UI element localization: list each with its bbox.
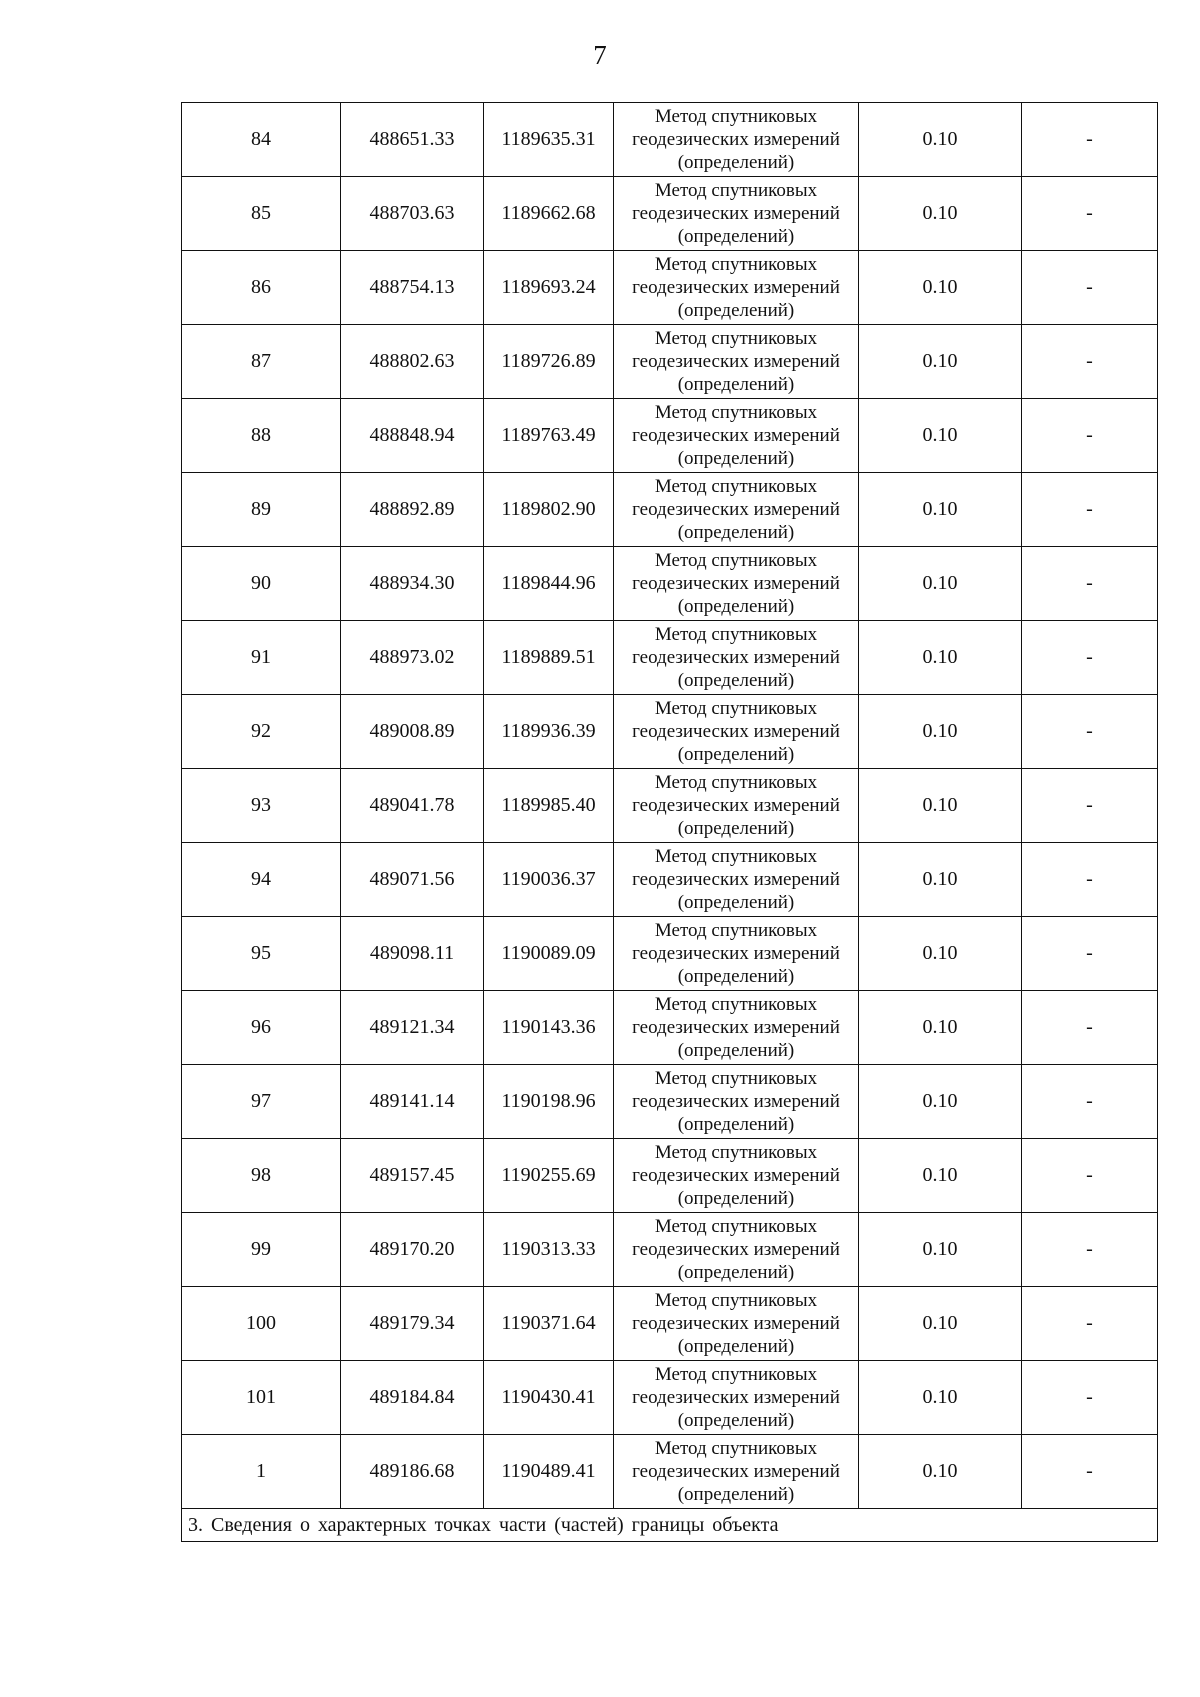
point-number-cell: 97 (182, 1065, 341, 1139)
method-cell: Метод спутниковых геодезических измерений (определений) (614, 843, 859, 917)
table-row (182, 843, 1158, 917)
point-number-cell: 95 (182, 917, 341, 991)
accuracy-cell: 0.10 (859, 399, 1022, 473)
method-cell: Метод спутниковых геодезических измерений (определений) (614, 991, 859, 1065)
table-body (182, 103, 1158, 1542)
x-coordinate-cell: 488802.63 (341, 325, 484, 399)
note-cell: - (1022, 547, 1158, 621)
x-coordinate-cell: 488651.33 (341, 103, 484, 177)
accuracy-cell: 0.10 (859, 251, 1022, 325)
y-coordinate-cell: 1190036.37 (484, 843, 614, 917)
method-cell: Метод спутниковых геодезических измерений (определений) (614, 769, 859, 843)
table-row (182, 1361, 1158, 1435)
table-row (182, 621, 1158, 695)
table-row (182, 399, 1158, 473)
x-coordinate-cell: 489121.34 (341, 991, 484, 1065)
point-number-cell: 86 (182, 251, 341, 325)
x-coordinate-cell: 489071.56 (341, 843, 484, 917)
x-coordinate-cell: 488934.30 (341, 547, 484, 621)
accuracy-cell: 0.10 (859, 1213, 1022, 1287)
note-cell: - (1022, 1361, 1158, 1435)
method-cell: Метод спутниковых геодезических измерений (определений) (614, 547, 859, 621)
y-coordinate-cell: 1190430.41 (484, 1361, 614, 1435)
x-coordinate-cell: 488754.13 (341, 251, 484, 325)
y-coordinate-cell: 1189985.40 (484, 769, 614, 843)
x-coordinate-cell: 489041.78 (341, 769, 484, 843)
accuracy-cell: 0.10 (859, 991, 1022, 1065)
accuracy-cell: 0.10 (859, 1287, 1022, 1361)
accuracy-cell: 0.10 (859, 1065, 1022, 1139)
note-cell: - (1022, 991, 1158, 1065)
accuracy-cell: 0.10 (859, 1361, 1022, 1435)
method-cell: Метод спутниковых геодезических измерений (определений) (614, 621, 859, 695)
section-heading-row (182, 1509, 1158, 1542)
method-cell: Метод спутниковых геодезических измерений (определений) (614, 1139, 859, 1213)
point-number-cell: 1 (182, 1435, 341, 1509)
y-coordinate-cell: 1189889.51 (484, 621, 614, 695)
x-coordinate-cell: 489141.14 (341, 1065, 484, 1139)
table-row (182, 103, 1158, 177)
point-number-cell: 101 (182, 1361, 341, 1435)
y-coordinate-cell: 1189726.89 (484, 325, 614, 399)
accuracy-cell: 0.10 (859, 547, 1022, 621)
table-row (182, 325, 1158, 399)
y-coordinate-cell: 1190371.64 (484, 1287, 614, 1361)
method-cell: Метод спутниковых геодезических измерений (определений) (614, 325, 859, 399)
note-cell: - (1022, 1287, 1158, 1361)
point-number-cell: 89 (182, 473, 341, 547)
y-coordinate-cell: 1189662.68 (484, 177, 614, 251)
note-cell: - (1022, 473, 1158, 547)
y-coordinate-cell: 1190313.33 (484, 1213, 614, 1287)
method-cell: Метод спутниковых геодезических измерений (определений) (614, 917, 859, 991)
point-number-cell: 87 (182, 325, 341, 399)
point-number-cell: 99 (182, 1213, 341, 1287)
point-number-cell: 90 (182, 547, 341, 621)
y-coordinate-cell: 1189635.31 (484, 103, 614, 177)
point-number-cell: 88 (182, 399, 341, 473)
note-cell: - (1022, 251, 1158, 325)
accuracy-cell: 0.10 (859, 917, 1022, 991)
y-coordinate-cell: 1190198.96 (484, 1065, 614, 1139)
section-heading: 3. Сведения о характерных точках части (частей) границы объекта (182, 1509, 1158, 1542)
table-row (182, 695, 1158, 769)
note-cell: - (1022, 1139, 1158, 1213)
point-number-cell: 98 (182, 1139, 341, 1213)
point-number-cell: 93 (182, 769, 341, 843)
x-coordinate-cell: 488848.94 (341, 399, 484, 473)
x-coordinate-cell: 489008.89 (341, 695, 484, 769)
accuracy-cell: 0.10 (859, 695, 1022, 769)
y-coordinate-cell: 1190255.69 (484, 1139, 614, 1213)
method-cell: Метод спутниковых геодезических измерений (определений) (614, 473, 859, 547)
table-row (182, 1139, 1158, 1213)
note-cell: - (1022, 843, 1158, 917)
point-number-cell: 92 (182, 695, 341, 769)
x-coordinate-cell: 489170.20 (341, 1213, 484, 1287)
point-number-cell: 85 (182, 177, 341, 251)
x-coordinate-cell: 488973.02 (341, 621, 484, 695)
point-number-cell: 96 (182, 991, 341, 1065)
note-cell: - (1022, 621, 1158, 695)
note-cell: - (1022, 769, 1158, 843)
x-coordinate-cell: 489157.45 (341, 1139, 484, 1213)
accuracy-cell: 0.10 (859, 103, 1022, 177)
accuracy-cell: 0.10 (859, 177, 1022, 251)
method-cell: Метод спутниковых геодезических измерений (определений) (614, 1213, 859, 1287)
method-cell: Метод спутниковых геодезических измерений (определений) (614, 177, 859, 251)
accuracy-cell: 0.10 (859, 769, 1022, 843)
note-cell: - (1022, 1435, 1158, 1509)
method-cell: Метод спутниковых геодезических измерений (определений) (614, 1435, 859, 1509)
table-row (182, 251, 1158, 325)
table-row (182, 1435, 1158, 1509)
accuracy-cell: 0.10 (859, 843, 1022, 917)
x-coordinate-cell: 489186.68 (341, 1435, 484, 1509)
method-cell: Метод спутниковых геодезических измерений (определений) (614, 399, 859, 473)
table-row (182, 1287, 1158, 1361)
y-coordinate-cell: 1189936.39 (484, 695, 614, 769)
x-coordinate-cell: 489179.34 (341, 1287, 484, 1361)
y-coordinate-cell: 1189844.96 (484, 547, 614, 621)
method-cell: Метод спутниковых геодезических измерений (определений) (614, 103, 859, 177)
page-number: 7 (593, 40, 607, 70)
accuracy-cell: 0.10 (859, 1435, 1022, 1509)
x-coordinate-cell: 488703.63 (341, 177, 484, 251)
table-row (182, 917, 1158, 991)
y-coordinate-cell: 1190143.36 (484, 991, 614, 1065)
point-number-cell: 100 (182, 1287, 341, 1361)
y-coordinate-cell: 1189763.49 (484, 399, 614, 473)
table-row (182, 547, 1158, 621)
note-cell: - (1022, 103, 1158, 177)
x-coordinate-cell: 489098.11 (341, 917, 484, 991)
table-row (182, 769, 1158, 843)
table-row (182, 991, 1158, 1065)
method-cell: Метод спутниковых геодезических измерений (определений) (614, 695, 859, 769)
note-cell: - (1022, 1065, 1158, 1139)
y-coordinate-cell: 1190489.41 (484, 1435, 614, 1509)
note-cell: - (1022, 399, 1158, 473)
accuracy-cell: 0.10 (859, 621, 1022, 695)
method-cell: Метод спутниковых геодезических измерений (определений) (614, 251, 859, 325)
method-cell: Метод спутниковых геодезических измерений (определений) (614, 1361, 859, 1435)
x-coordinate-cell: 488892.89 (341, 473, 484, 547)
table-row (182, 177, 1158, 251)
y-coordinate-cell: 1189802.90 (484, 473, 614, 547)
note-cell: - (1022, 695, 1158, 769)
y-coordinate-cell: 1189693.24 (484, 251, 614, 325)
accuracy-cell: 0.10 (859, 1139, 1022, 1213)
note-cell: - (1022, 1213, 1158, 1287)
point-number-cell: 94 (182, 843, 341, 917)
table-row (182, 473, 1158, 547)
note-cell: - (1022, 917, 1158, 991)
accuracy-cell: 0.10 (859, 325, 1022, 399)
y-coordinate-cell: 1190089.09 (484, 917, 614, 991)
point-number-cell: 84 (182, 103, 341, 177)
x-coordinate-cell: 489184.84 (341, 1361, 484, 1435)
note-cell: - (1022, 177, 1158, 251)
accuracy-cell: 0.10 (859, 473, 1022, 547)
table-row (182, 1213, 1158, 1287)
method-cell: Метод спутниковых геодезических измерений (определений) (614, 1065, 859, 1139)
boundary-points-table (181, 102, 1158, 1542)
note-cell: - (1022, 325, 1158, 399)
method-cell: Метод спутниковых геодезических измерений (определений) (614, 1287, 859, 1361)
point-number-cell: 91 (182, 621, 341, 695)
table-row (182, 1065, 1158, 1139)
